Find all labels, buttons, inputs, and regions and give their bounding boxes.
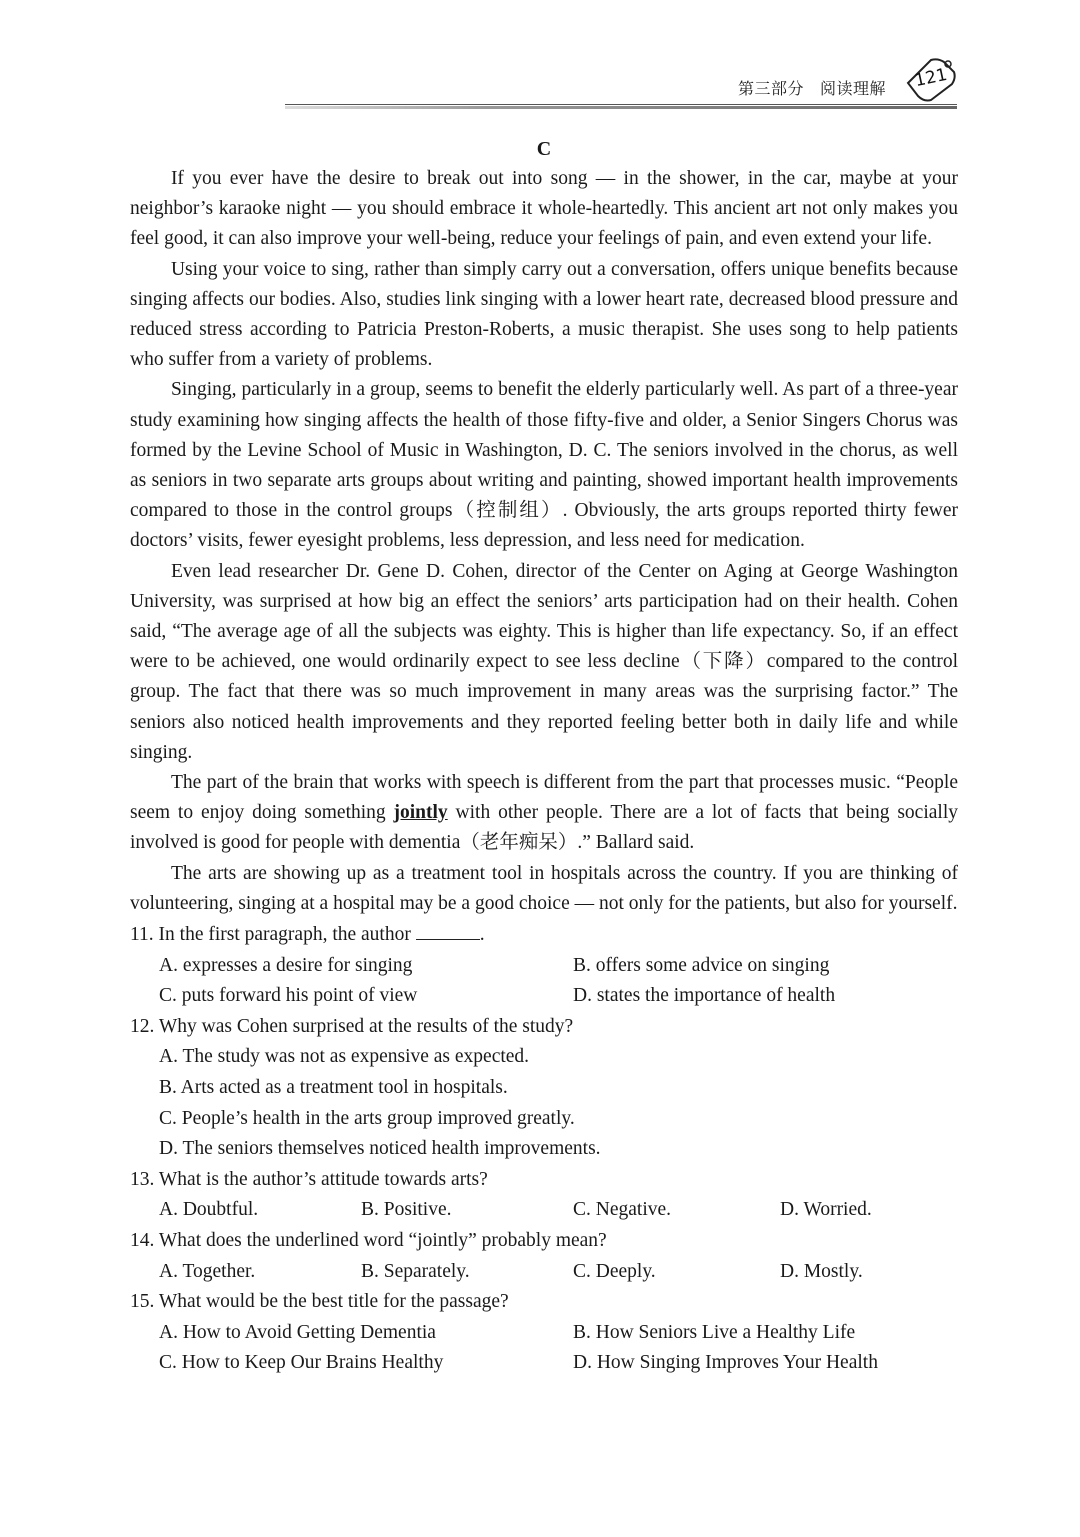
answer-blank — [416, 923, 480, 940]
paragraph-3: Singing, particularly in a group, seems to benefit the elderly particularly well. As part of a three-year study examining how singing affects the health of those fifty-five and older, a Senior Singers Chorus was formed by the Levine School of Music in Washington, D. C. The seniors involved in the chorus, as well as seniors in two separate arts groups about writing and painting, showed important health improvements compared to those in the control groups（控制组）. Obviously, the arts groups reported thirty fewer doctors’ visits, fewer eyesight problems, less depression, and less need for medication. — [130, 379, 958, 552]
passage-label: C — [536, 138, 552, 160]
option-15c[interactable]: C. How to Keep Our Brains Healthy — [159, 1352, 444, 1374]
option-13c[interactable]: C. Negative. — [573, 1199, 672, 1221]
option-13a[interactable]: A. Doubtful. — [159, 1199, 259, 1221]
question-11-options — [130, 951, 958, 1012]
option-12d[interactable]: D. The seniors themselves noticed health improvements. — [159, 1138, 601, 1160]
paragraph-5 — [130, 768, 958, 859]
question-15-options — [130, 1318, 958, 1379]
question-14-options — [130, 1257, 958, 1288]
question-13-options — [130, 1195, 958, 1226]
option-13b[interactable]: B. Positive. — [361, 1199, 452, 1221]
option-14d[interactable]: D. Mostly. — [780, 1260, 863, 1282]
paragraph-5-after: with other people. There are a lot of facts that being socially involved is good for people with dementia（老年痴呆）.” Ballard said. — [130, 802, 958, 854]
option-11a[interactable]: A. expresses a desire for singing — [159, 954, 413, 976]
option-12a[interactable]: A. The study was not as expensive as expected. — [159, 1046, 530, 1068]
option-11d[interactable]: D. states the importance of health — [573, 985, 836, 1007]
page-content — [130, 134, 958, 1379]
page-number-badge — [904, 56, 958, 102]
question-13: 13. What is the author’s attitude towards arts? — [130, 1168, 488, 1190]
paragraph-6: The arts are showing up as a treatment tool in hospitals across the country. If you are thinking of volunteering, singing at a hospital may be a good choice — not only for the patients, but also for yourself. — [130, 862, 958, 914]
header-divider — [285, 104, 957, 109]
option-12c[interactable]: C. People’s health in the arts group improved greatly. — [159, 1107, 575, 1129]
question-14: 14. What does the underlined word “jointly” probably mean? — [130, 1230, 607, 1252]
question-11 — [130, 920, 958, 951]
paragraph-2: Using your voice to sing, rather than simply carry out a conversation, offers unique benefits because singing affects our bodies. Also, studies link singing with a lower heart rate, decreased blood pressure and reduced stress according to Patricia Preston-Roberts, a music therapist. She uses song to help patients who suffer from a variety of problems. — [130, 258, 958, 371]
option-15b[interactable]: B. How Seniors Live a Healthy Life — [573, 1321, 856, 1343]
header-part: 第三部分 — [738, 79, 805, 98]
question-15: 15. What would be the best title for the passage? — [130, 1291, 509, 1313]
option-14c[interactable]: C. Deeply. — [573, 1260, 656, 1282]
question-11-stem: 11. In the first paragraph, the author — [130, 924, 411, 946]
option-15d[interactable]: D. How Singing Improves Your Health — [573, 1352, 878, 1374]
page-number: 121 — [913, 64, 949, 92]
question-11-stem-end: . — [479, 924, 485, 946]
question-12-options — [130, 1042, 958, 1164]
header-section: 阅读理解 — [820, 79, 887, 98]
option-11c[interactable]: C. puts forward his point of view — [159, 985, 418, 1007]
option-14b[interactable]: B. Separately. — [361, 1260, 470, 1282]
paragraph-5-before: The part of the brain that works with speech is different from the part that processes music. “People seem to enjoy doing something — [130, 772, 958, 824]
option-11b[interactable]: B. offers some advice on singing — [573, 954, 830, 976]
option-15a[interactable]: A. How to Avoid Getting Dementia — [159, 1321, 436, 1343]
option-12b[interactable]: B. Arts acted as a treatment tool in hospitals. — [159, 1077, 508, 1099]
underlined-word: jointly — [393, 802, 448, 824]
paragraph-1: If you ever have the desire to break out into song — in the shower, in the car, maybe at your neighbor’s karaoke night — you should embrace it whole-heartedly. This ancient art not only makes you feel good, it can also improve your well-being, reduce your feelings of pain, and even extend your life. — [130, 168, 958, 250]
question-12: 12. Why was Cohen surprised at the results of the study? — [130, 1015, 574, 1037]
question-list — [130, 920, 958, 1379]
option-14a[interactable]: A. Together. — [159, 1260, 256, 1282]
page-header — [0, 56, 1080, 116]
paragraph-4: Even lead researcher Dr. Gene D. Cohen, director of the Center on Aging at George Washington University, was surprised at how big an effect the seniors’ arts participation had on their health. Cohen said, “The average age of all the subjects was eighty. This is higher than life expectancy. So, if an effect were to be achieved, one would ordinarily expect to see less decline（下降）compared to the control group. The fact that there was so much improvement in many areas was the surprising factor.” The seniors also noticed health improvements and they reported feeling better both in daily life and while singing. — [130, 560, 958, 763]
header-title — [738, 76, 886, 99]
option-13d[interactable]: D. Worried. — [780, 1199, 872, 1221]
